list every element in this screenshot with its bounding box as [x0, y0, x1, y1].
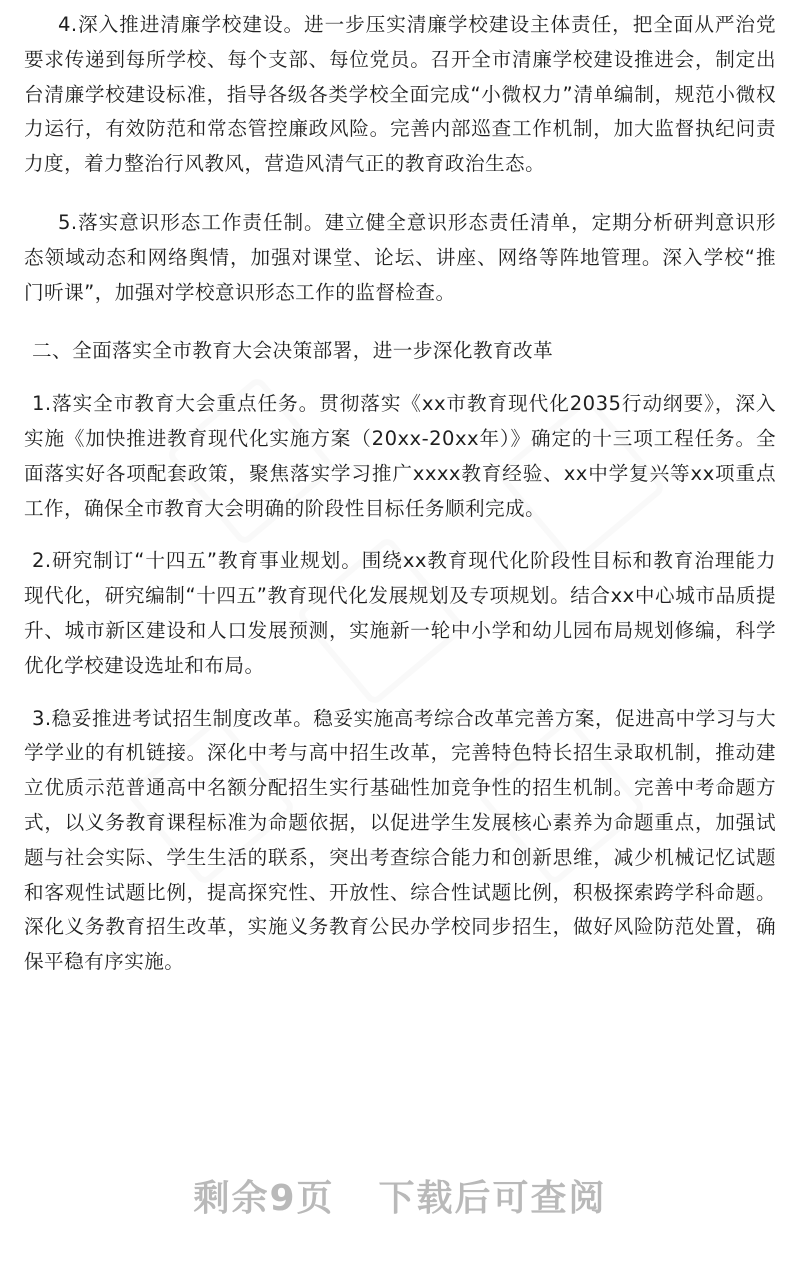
remaining-pages-label: 剩余9页	[193, 1178, 335, 1219]
paragraph-clean-school: 4.深入推进清廉学校建设。进一步压实清廉学校建设主体责任，把全面从严治党要求传递到每所学校、每个支部、每位党员。召开全市清廉学校建设推进会，制定出台清廉学校建设标准，指导各级各类学校全面完成“小微权力”清单编制，规范小微权力运行，有效防范和常态管控廉政风险。完善内部巡查工作机制，加大监督执纪问责力度，着力整治行风教风，营造风清气正的教育政治生态。	[24, 13, 776, 176]
paragraph-ideology: 5.落实意识形态工作责任制。建立健全意识形态责任清单，定期分析研判意识形态领域动态和网络舆情，加强对课堂、论坛、讲座、网络等阵地管理。深入学校“推门听课”，加强对学校意识形态工作的监督检查。	[24, 210, 776, 304]
download-prompt[interactable]	[0, 1170, 800, 1221]
section-heading: 二、全面落实全市教育大会决策部署，进一步深化教育改革	[32, 339, 554, 363]
paragraph-exam-reform: 3.稳妥推进考试招生制度改革。稳妥实施高考综合改革完善方案，促进高中学习与大学学业的有机链接。深化中考与高中招生改革，完善特色特长招生录取机制，推动建立优质示范普通高中名额分配招生实行基础性加竞争性的招生机制。完善中考命题方式，以义务教育课程标准为命题依据，以促进学生发展核心素养为命题重点，加强试题与社会实际、学生生活的联系，突出考查综合能力和创新思维，减少机械记忆试题和客观性试题比例，提高探究性、开放性、综合性试题比例，积极探索跨学科命题。深化义务教育招生改革，实施义务教育公民办学校同步招生，做好风险防范处置，确保平稳有序实施。	[24, 706, 776, 974]
paragraph-five-year-plan: 2.研究制订“十四五”教育事业规划。围绕xx教育现代化阶段性目标和教育治理能力现代化，研究编制“十四五”教育现代化发展规划及专项规划。结合xx中心城市品质提升、城市新区建设和人口发展预测，实施新一轮中小学和幼儿园布局规划修编，科学优化学校建设选址和布局。	[24, 549, 776, 677]
paragraph-conference-tasks: 1.落实全市教育大会重点任务。贯彻落实《xx市教育现代化2035行动纲要》，深入实施《加快推进教育现代化实施方案（20xx-20xx年）》确定的十三项工程任务。全面落实好各项配套政策，聚焦落实学习推广xxxx教育经验、xx中学复兴等xx项重点工作，确保全市教育大会明确的阶段性目标任务顺利完成。	[24, 392, 776, 520]
download-label[interactable]: 下载后可查阅	[378, 1178, 607, 1219]
document-body	[24, 8, 776, 980]
